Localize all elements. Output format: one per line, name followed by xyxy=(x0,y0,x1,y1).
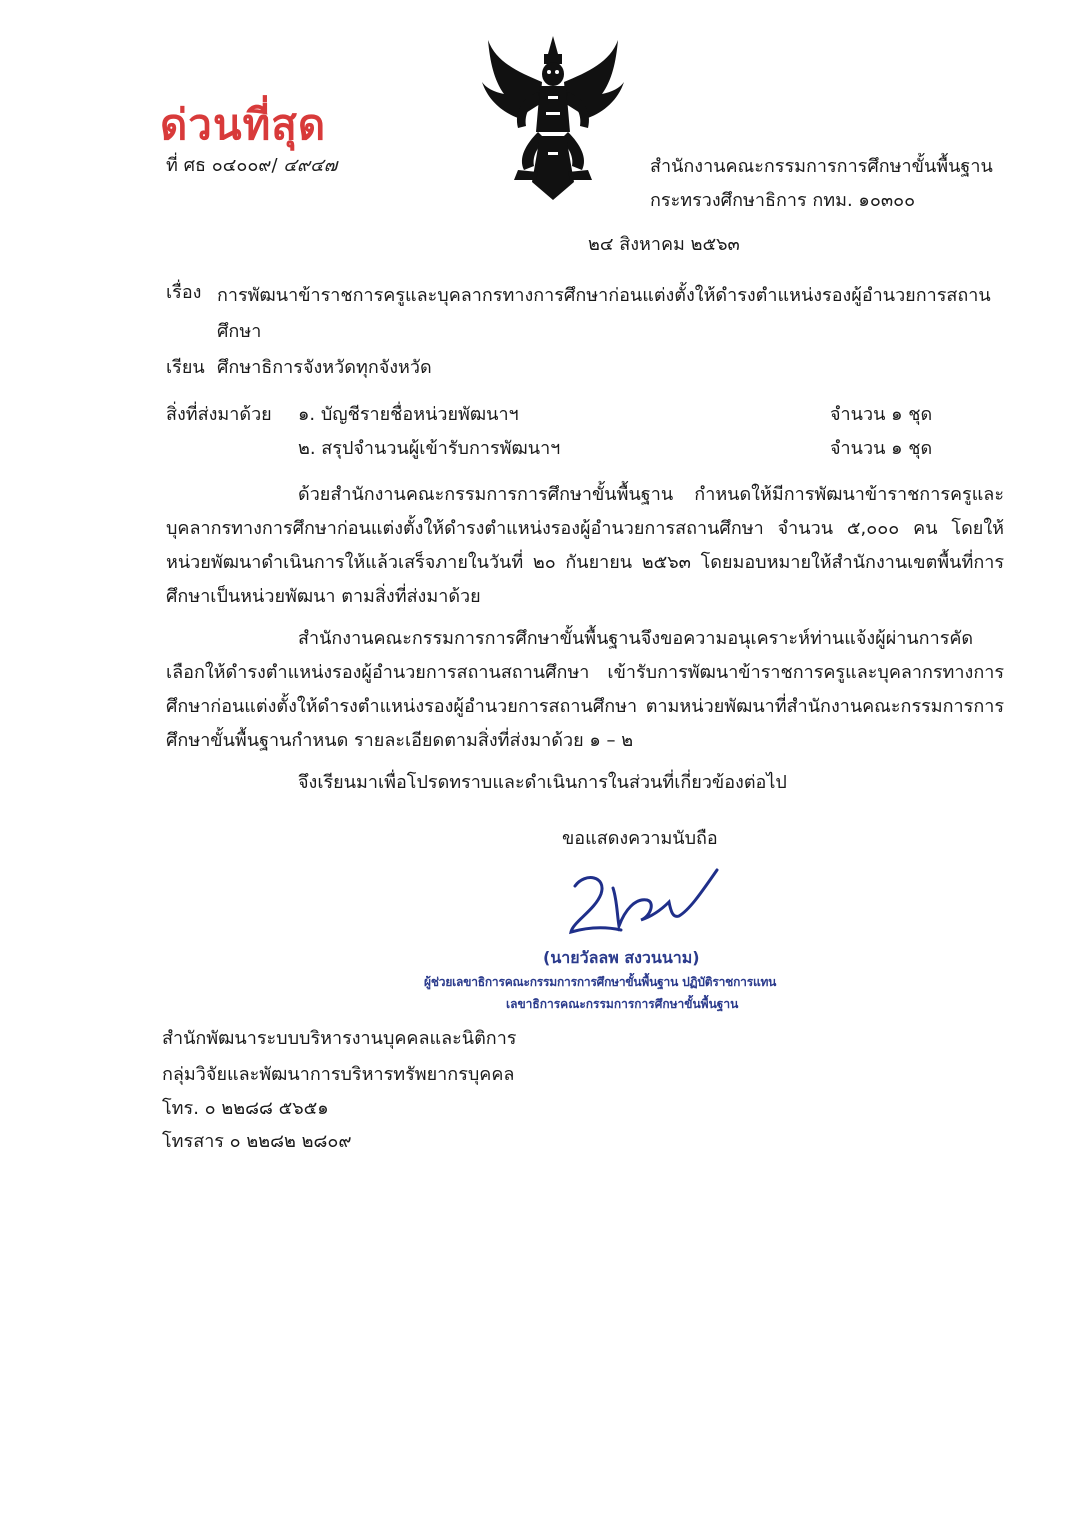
issuer-line-1: สำนักงานคณะกรรมการการศึกษาขั้นพื้นฐาน xyxy=(650,156,993,177)
document-number-handwritten: ๔๙๔๗ xyxy=(283,155,338,176)
signer-position-2: เลขาธิการคณะกรรมการการศึกษาขั้นพื้นฐาน xyxy=(506,997,739,1011)
subject-label: เรื่อง xyxy=(166,282,202,303)
recipient-text: ศึกษาธิการจังหวัดทุกจังหวัด xyxy=(217,357,432,378)
issuer-address xyxy=(650,152,993,216)
signer-name: (นายวัลลพ สงวนนาม) xyxy=(543,948,700,967)
signer-position-1: ผู้ช่วยเลขาธิการคณะกรรมการการศึกษาขั้นพื้นฐาน ปฏิบัติราชการแทน xyxy=(424,975,777,989)
footer-line-2: กลุ่มวิจัยและพัฒนาการบริหารทรัพยากรบุคคล xyxy=(162,1064,515,1085)
enclosure-qty-1: จำนวน ๑ ชุด xyxy=(830,404,933,425)
issuer-line-2: กระทรวงศึกษาธิการ กทม. ๑๐๓๐๐ xyxy=(650,190,916,211)
enclosure-qty-2: จำนวน ๑ ชุด xyxy=(830,438,933,459)
recipient-label: เรียน xyxy=(166,357,205,378)
urgency-stamp: ด่วนที่สุด xyxy=(160,100,327,149)
garuda-emblem-icon xyxy=(478,32,628,202)
body-paragraph-1: ด้วยสำนักงานคณะกรรมการการศึกษาขั้นพื้นฐาน กำหนดให้มีการพัฒนาข้าราชการครูและบุคลากรทางการศึกษาก่อนแต่งตั้งให้ดำรงตำแหน่งรองผู้อำนวยการสถานศึกษา จำนวน ๕,๐๐๐ คน โดยให้หน่วยพัฒนาดำเนินการให้แล้วเสร็จภายในวันที่ ๒๐ กันยายน ๒๕๖๓ โดยมอบหมายให้สำนักงานเขตพื้นที่การศึกษาเป็นหน่วยพัฒนา ตามสิ่งที่ส่งมาด้วย xyxy=(166,484,1004,607)
enclosure-item-2: ๒. สรุปจำนวนผู้เข้ารับการพัฒนาฯ xyxy=(298,438,561,459)
footer-line-1: สำนักพัฒนาระบบบริหารงานบุคคลและนิติการ xyxy=(162,1028,517,1049)
enclosure-item-1: ๑. บัญชีรายชื่อหน่วยพัฒนาฯ xyxy=(298,404,519,425)
letter-date: ๒๔ สิงหาคม ๒๕๖๓ xyxy=(588,234,740,255)
handwritten-signature-icon xyxy=(555,858,735,948)
footer-phone: โทร. ๐ ๒๒๘๘ ๕๖๕๑ xyxy=(162,1098,329,1119)
body-paragraph-2: สำนักงานคณะกรรมการการศึกษาขั้นพื้นฐานจึงขอความอนุเคราะห์ท่านแจ้งผู้ผ่านการคัดเลือกให้ดำรงตำแหน่งรองผู้อำนวยการสถานสถานศึกษา เข้ารับการพัฒนาข้าราชการครูและบุคลากรทางการศึกษาก่อนแต่งตั้งให้ดำรงตำแหน่งรองผู้อำนวยการสถานศึกษา ตามหน่วยพัฒนาที่สำนักงานคณะกรรมการการศึกษาขั้นพื้นฐานกำหนด รายละเอียดตามสิ่งที่ส่งมาด้วย ๑ – ๒ xyxy=(166,628,1004,751)
document-number xyxy=(166,150,337,179)
closing-sentence: จึงเรียนมาเพื่อโปรดทราบและดำเนินการในส่วนที่เกี่ยวข้องต่อไป xyxy=(298,772,787,793)
regards-text: ขอแสดงความนับถือ xyxy=(562,828,718,849)
footer-fax: โทรสาร ๐ ๒๒๘๒ ๒๘๐๙ xyxy=(162,1131,352,1152)
subject-text: การพัฒนาข้าราชการครูและบุคลากรทางการศึกษาก่อนแต่งตั้งให้ดำรงตำแหน่งรองผู้อำนวยการสถานศึกษา xyxy=(217,285,991,342)
enclosures-label: สิ่งที่ส่งมาด้วย xyxy=(166,404,272,425)
document-number-prefix: ที่ ศธ ๐๔๐๐๙/ xyxy=(166,155,278,176)
